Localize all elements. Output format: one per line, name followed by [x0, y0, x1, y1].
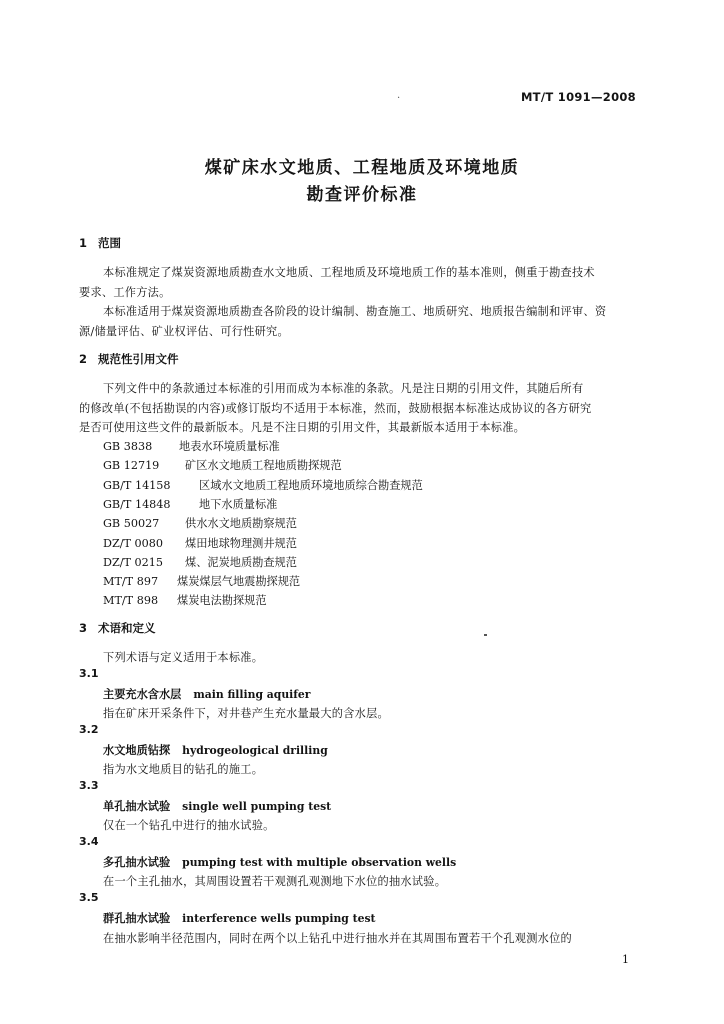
reference-title: 煤田地球物理测井规范 — [185, 537, 297, 550]
term-definition: 指在矿床开采条件下，对井巷产生充水量最大的含水层。 — [103, 707, 389, 720]
document-title-line1: 煤矿床水文地质、工程地质及环境地质 — [204, 158, 520, 178]
term-entry — [103, 910, 376, 926]
reference-code: GB 12719 — [103, 459, 160, 472]
clause-number: 3.3 — [79, 779, 99, 792]
paragraph-line: 本标准适用于煤炭资源地质勘查各阶段的设计编制、勘查施工、地质研究、地质报告编制和评审、资 — [103, 305, 607, 318]
reference-code: DZ/T 0215 — [103, 556, 164, 569]
reference-title: 煤炭煤层气地震勘探规范 — [177, 575, 301, 588]
reference-item — [103, 535, 297, 551]
section-title: 规范性引用文件 — [98, 352, 179, 366]
term-definition: 仅在一个钻孔中进行的抽水试验。 — [103, 819, 275, 832]
term-chinese: 单孔抽水试验 — [103, 800, 171, 813]
clause-number: 3.5 — [79, 891, 99, 904]
reference-item — [103, 554, 297, 570]
paragraph-line: 本标准规定了煤炭资源地质勘查水文地质、工程地质及环境地质工作的基本准则，侧重于勘查技术 — [103, 266, 595, 279]
section-number: 3 — [79, 621, 88, 635]
section-2-heading — [79, 351, 179, 367]
paragraph-line: 是否可使用这些文件的最新版本。凡是不注日期的引用文件，其最新版本适用于本标准。 — [79, 421, 526, 434]
reference-item — [103, 515, 297, 531]
term-english: interference wells pumping test — [182, 912, 376, 925]
term-chinese: 群孔抽水试验 — [103, 912, 171, 925]
reference-title: 地表水环境质量标准 — [179, 440, 280, 453]
reference-title: 矿区水文地质工程地质勘探规范 — [185, 459, 342, 472]
scan-speck — [484, 634, 487, 636]
reference-code: GB 50027 — [103, 517, 160, 530]
term-english: main filling aquifer — [193, 688, 311, 701]
term-definition: 指为水文地质目的钻孔的施工。 — [103, 763, 264, 776]
section-number: 1 — [79, 236, 88, 250]
reference-item — [103, 438, 280, 454]
section-title: 范围 — [98, 236, 121, 250]
reference-code: MT/T 897 — [103, 575, 159, 588]
reference-code: GB/T 14158 — [103, 479, 171, 492]
clause-number: 3.4 — [79, 835, 99, 848]
reference-code: MT/T 898 — [103, 594, 159, 607]
term-chinese: 多孔抽水试验 — [103, 856, 171, 869]
term-entry — [103, 854, 456, 870]
term-entry — [103, 686, 310, 702]
reference-title: 供水水文地质勘察规范 — [185, 517, 297, 530]
term-english: hydrogeological drilling — [182, 744, 328, 757]
reference-title: 煤炭电法勘探规范 — [177, 594, 267, 607]
reference-title: 煤、泥炭地质勘查规范 — [185, 556, 297, 569]
reference-item — [103, 457, 342, 473]
term-entry — [103, 742, 328, 758]
term-chinese: 主要充水含水层 — [103, 688, 182, 701]
paragraph-line: 下列术语与定义适用于本标准。 — [103, 651, 264, 664]
reference-title: 区域水文地质工程地质环境地质综合勘查规范 — [199, 479, 423, 492]
clause-number: 3.2 — [79, 723, 99, 736]
section-1-heading — [79, 235, 121, 251]
paragraph-line: 的修改单(不包括勘误的内容)或修订版均不适用于本标准，然而，鼓励根据本标准达成协议的各方研究 — [79, 402, 592, 415]
clause-number: 3.1 — [79, 667, 99, 680]
header-mark: . — [397, 90, 401, 101]
section-title: 术语和定义 — [98, 621, 156, 635]
reference-item — [103, 592, 267, 608]
page-number: 1 — [622, 953, 629, 966]
reference-code: GB 3838 — [103, 440, 153, 453]
term-chinese: 水文地质钻探 — [103, 744, 171, 757]
section-3-heading — [79, 620, 156, 636]
reference-item — [103, 496, 277, 512]
reference-code: DZ/T 0080 — [103, 537, 164, 550]
term-definition: 在一个主孔抽水，其周围设置若干观测孔观测地下水位的抽水试验。 — [103, 875, 447, 888]
term-definition: 在抽水影响半径范围内，同时在两个以上钻孔中进行抽水并在其周围布置若干个孔观测水位的 — [103, 932, 572, 945]
reference-item — [103, 573, 300, 589]
document-title-line2: 勘查评价标准 — [306, 185, 418, 205]
section-number: 2 — [79, 352, 88, 366]
paragraph-line: 要求、工作方法。 — [79, 286, 171, 299]
term-english: single well pumping test — [182, 800, 332, 813]
standard-number: MT/T 1091—2008 — [520, 90, 636, 104]
term-english: pumping test with multiple observation wells — [182, 856, 457, 869]
term-entry — [103, 798, 331, 814]
reference-title: 地下水质量标准 — [199, 498, 278, 511]
reference-code: GB/T 14848 — [103, 498, 171, 511]
paragraph-line: 源/储量评估、矿业权评估、可行性研究。 — [79, 325, 289, 338]
reference-item — [103, 477, 423, 493]
paragraph-line: 下列文件中的条款通过本标准的引用而成为本标准的条款。凡是注日期的引用文件，其随后所有 — [103, 382, 584, 395]
